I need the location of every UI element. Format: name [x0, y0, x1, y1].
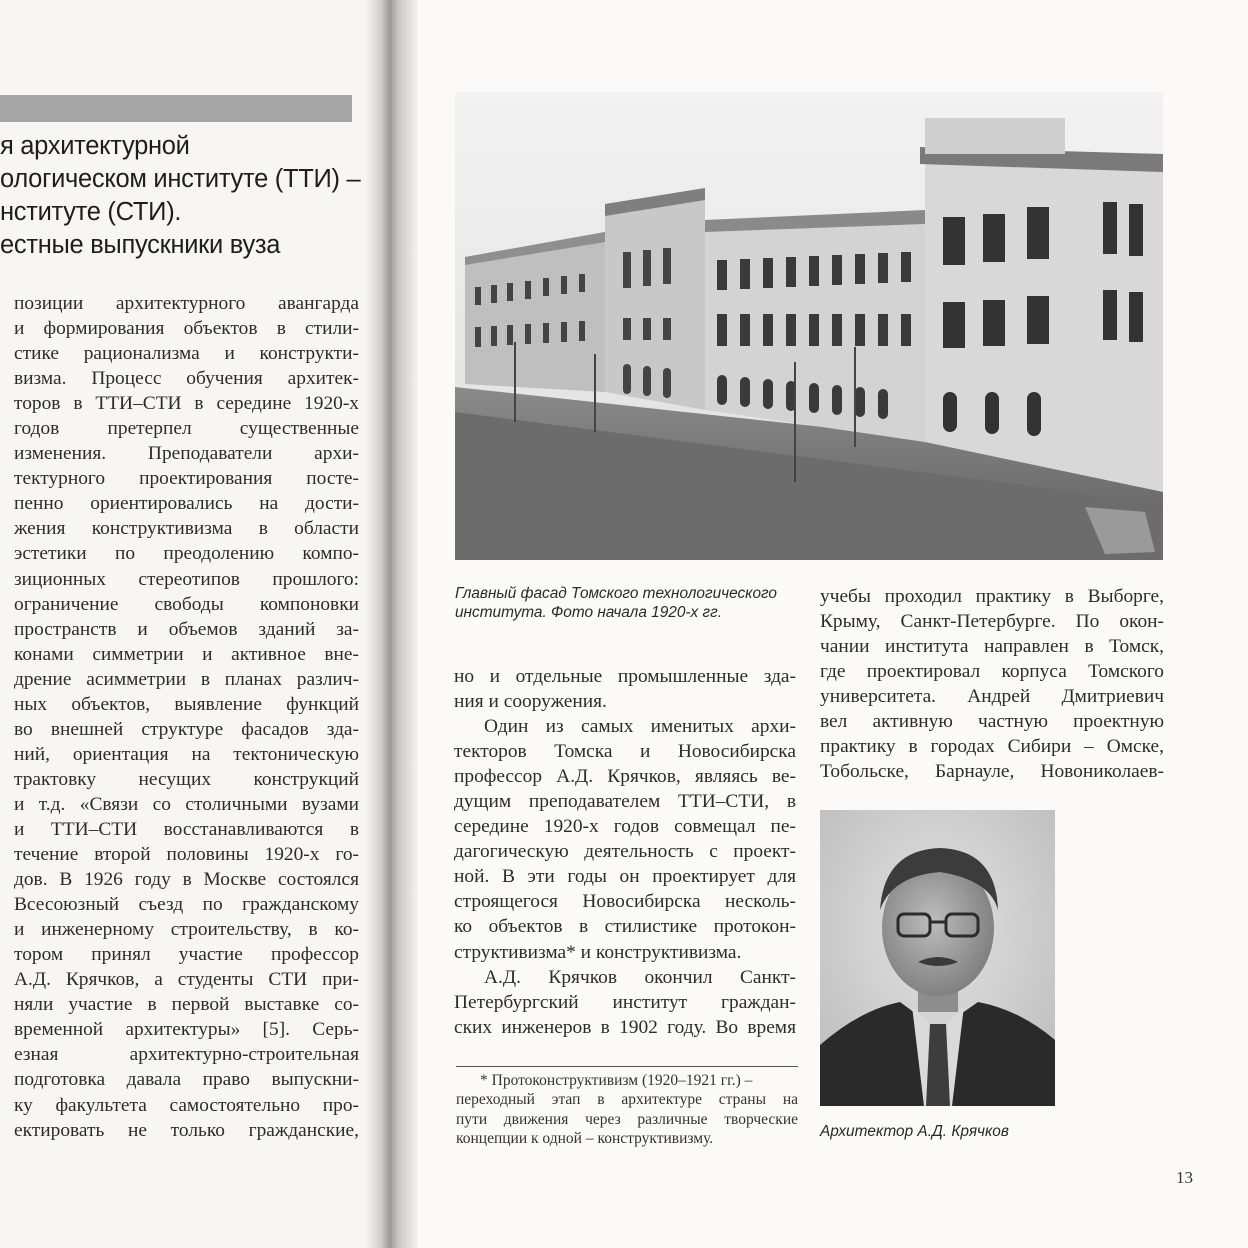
text-line: подготовка давала право выпускни-	[14, 1069, 359, 1091]
section-title-line: естные выпускники вуза	[0, 231, 281, 259]
text-line: ний, ориентация на тектоническую	[14, 743, 359, 765]
portrait-photo	[820, 810, 1055, 1106]
text-line: и ТТИ–СТИ восстанавливаются в	[14, 818, 359, 840]
section-title-line: ологическом институте (ТТИ) –	[0, 165, 361, 193]
text-line: Один из самых именитых архи-	[484, 716, 796, 738]
text-line: Крыму, Санкт-Петербурге. По окон-	[820, 611, 1164, 633]
right-text-column	[820, 584, 1164, 784]
text-line: изменения. Преподаватели архи-	[14, 443, 359, 465]
footnote	[456, 1071, 798, 1149]
text-line: зиционных стереотипов прошлого:	[14, 568, 359, 590]
text-line: чании института направлен в Томск,	[820, 636, 1164, 658]
left-text-column	[14, 291, 359, 1143]
text-line: торов в ТТИ–СТИ в середине 1920-х	[14, 393, 359, 415]
footnote-line: переходный этап в архитектуре страны на	[456, 1091, 798, 1109]
text-line: конами симметрии и активное вне-	[14, 643, 359, 665]
text-line: дрение асимметрии в планах различ-	[14, 668, 359, 690]
text-line: во внешней структуре фасадов зда-	[14, 718, 359, 740]
text-line: стике рационализма и конструкти-	[14, 343, 359, 365]
text-line: Тобольске, Барнауле, Новониколаев-	[820, 761, 1164, 783]
text-line: дущим преподавателем ТТИ–СТИ, в	[454, 791, 796, 813]
text-line: позиции архитектурного авангарда	[14, 293, 359, 314]
text-line: структивизма* и конструктивизма.	[454, 941, 742, 963]
text-line: учебы проходил практику в Выборге,	[820, 586, 1164, 607]
text-line: вел активную частную проектную	[820, 711, 1164, 733]
text-line: А.Д. Крячков окончил Санкт-	[484, 966, 796, 988]
caption-line: Главный фасад Томского технологического	[455, 585, 777, 602]
section-title	[0, 130, 362, 262]
text-line: жения конструктивизма в области	[14, 518, 359, 540]
text-line: езная архитектурно-строительная	[14, 1044, 359, 1066]
text-line: ных объектов, выявление функций	[14, 693, 359, 715]
text-line: няли участие в первой выставке со-	[14, 994, 359, 1016]
text-line: и формирования объектов в стили-	[14, 318, 359, 340]
text-line: середине 1920-х годов совмещал пе-	[454, 816, 796, 838]
building-photo	[455, 92, 1163, 560]
text-line: ной. В эти годы он проектирует для	[454, 866, 796, 888]
text-line: пространств и объемов зданий за-	[14, 618, 359, 640]
text-line: практику в городах Сибири – Омске,	[820, 736, 1164, 758]
text-line: но и отдельные промышленные зда-	[454, 666, 796, 687]
text-line: А.Д. Крячков, а студенты СТИ при-	[14, 969, 359, 991]
text-line: и инженерному строительству, в ко-	[14, 919, 359, 941]
text-line: течение второй половины 1920-х го-	[14, 844, 359, 866]
caption-line: института. Фото начала 1920-х гг.	[455, 604, 722, 621]
text-line: ку факультета самостоятельно про-	[14, 1094, 359, 1116]
section-title-line: я архитектурной	[0, 132, 190, 160]
portrait-caption: Архитектор А.Д. Крячков	[820, 1123, 1009, 1140]
text-line: тектурного проектирования посте-	[14, 468, 359, 490]
text-line: годов претерпел существенные	[14, 418, 359, 440]
text-line: и т.д. «Связи со столичными вузами	[14, 793, 359, 815]
text-line: профессор А.Д. Крячков, являясь ве-	[454, 766, 796, 788]
book-gutter-shadow	[366, 0, 418, 1248]
text-line: тором принял участие профессор	[14, 944, 359, 966]
text-line: дагогическую деятельность с проект-	[454, 841, 796, 863]
text-line: дов. В 1926 году в Москве состоялся	[14, 869, 359, 891]
text-line: университета. Андрей Дмитриевич	[820, 686, 1164, 708]
footnote-line: пути движения через различные творческие	[456, 1110, 798, 1128]
text-line: ских инженеров в 1902 году. Во время	[454, 1016, 796, 1038]
section-header-bar	[0, 95, 352, 122]
text-line: визма. Процесс обучения архитек-	[14, 368, 359, 390]
text-line: временной архитектуры» [5]. Серь-	[14, 1019, 359, 1041]
middle-text-column	[454, 664, 796, 1040]
text-line: Петербургский институт граждан-	[454, 991, 796, 1013]
footnote-line: * Протоконструктивизм (1920–1921 гг.) –	[480, 1072, 753, 1089]
footnote-divider	[456, 1066, 798, 1067]
text-line: где проектировал корпуса Томского	[820, 661, 1164, 683]
text-line: трактовку несущих конструкций	[14, 768, 359, 790]
building-photo-caption	[455, 584, 795, 622]
building-photo-image	[455, 92, 1163, 560]
portrait-photo-image	[820, 810, 1055, 1106]
text-line: строящегося Новосибирска несколь-	[454, 891, 796, 913]
footnote-line: концепции к одной – конструктивизму.	[456, 1130, 714, 1148]
text-line: ко объектов в стилистике протокон-	[454, 916, 796, 938]
text-line: ограничение свободы компоновки	[14, 593, 359, 615]
text-line: пенно ориентировались на дости-	[14, 493, 359, 515]
section-title-line: нституте (СТИ).	[0, 198, 182, 226]
text-line: текторов Томска и Новосибирска	[454, 741, 796, 763]
text-line: ектировать не только гражданские,	[14, 1119, 359, 1141]
text-line: ния и сооружения.	[454, 691, 607, 713]
text-line: Всесоюзный съезд по гражданскому	[14, 894, 359, 916]
page-number: 13	[1176, 1168, 1193, 1187]
text-line: эстетики по преодолению компо-	[14, 543, 359, 565]
